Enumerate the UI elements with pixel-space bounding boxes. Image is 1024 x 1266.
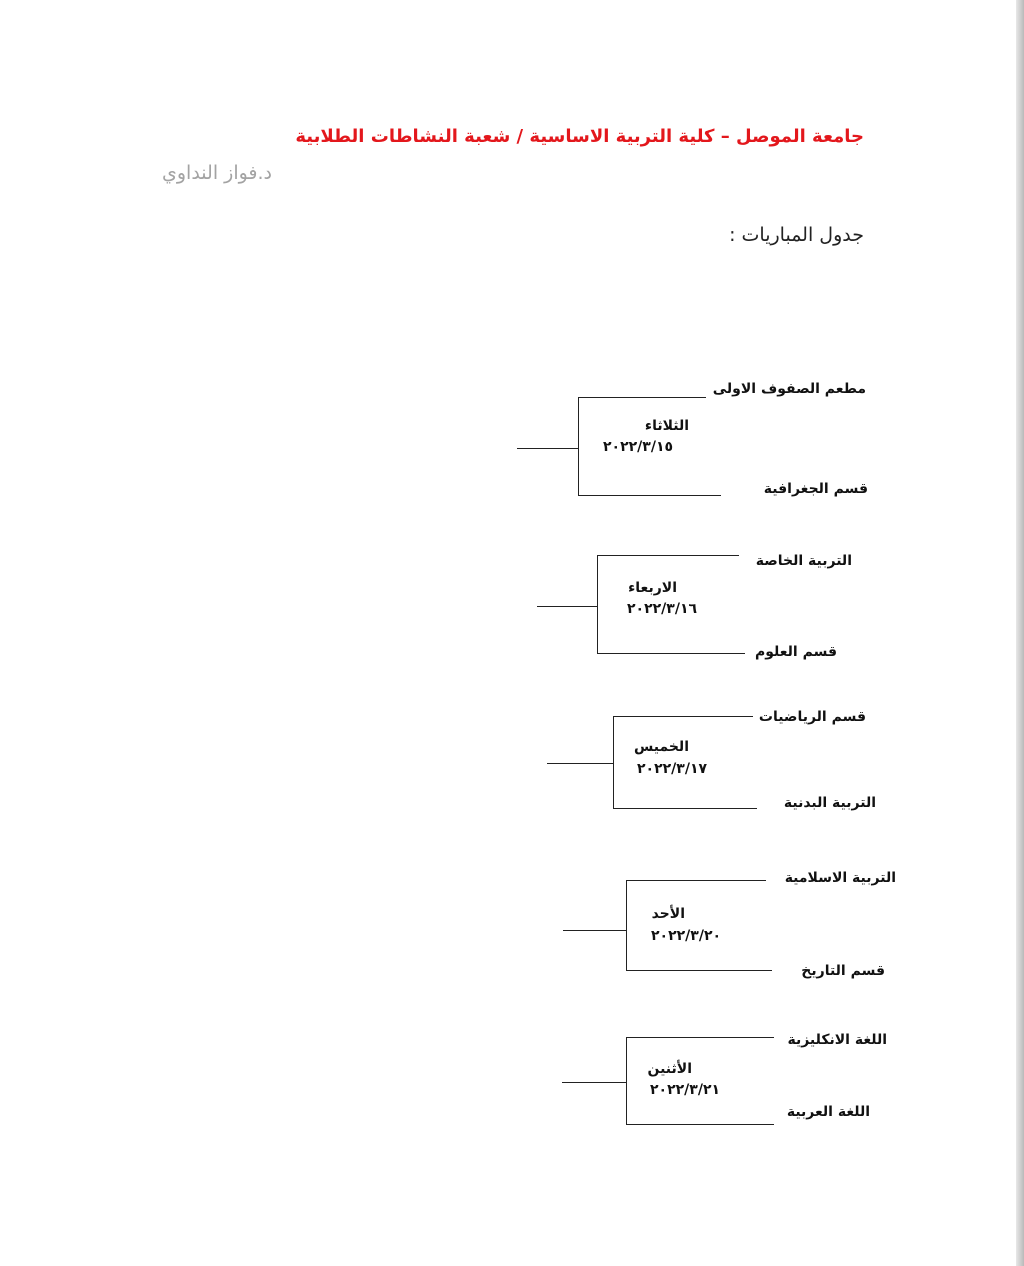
bracket-bottom-line (626, 1124, 774, 1125)
bracket-vertical-line (613, 716, 614, 808)
bracket-bottom-line (578, 495, 721, 496)
header-title: جامعة الموصل – كلية التربية الاساسية / شعبة النشاطات الطلابية (295, 126, 864, 147)
bracket-output-line (537, 606, 597, 607)
match-day: الاربعاء (628, 580, 677, 596)
team-a-label: التربية الخاصة (755, 553, 852, 569)
bracket-output-line (517, 448, 578, 449)
bracket-top-line (613, 716, 753, 717)
bracket-top-line (597, 555, 739, 556)
match-day: الثلاثاء (644, 418, 689, 434)
match-day: الأثنين (647, 1061, 692, 1077)
match-date: ٢٠٢٢/٣/١٦ (627, 601, 698, 617)
team-a-label: مطعم الصفوف الاولى (712, 381, 866, 397)
match-day: الأحد (651, 906, 685, 922)
team-b-label: قسم التاريخ (801, 963, 885, 979)
bracket-top-line (578, 397, 706, 398)
team-b-label: قسم العلوم (755, 644, 837, 660)
bracket-vertical-line (626, 1037, 627, 1125)
bracket-vertical-line (578, 397, 579, 496)
match-date: ٢٠٢٢/٣/٢١ (650, 1082, 721, 1098)
bracket-top-line (626, 1037, 774, 1038)
team-b-label: التربية البدنية (783, 795, 876, 811)
bracket-vertical-line (597, 555, 598, 654)
schedule-label: جدول المباريات : (729, 224, 864, 246)
bracket-bottom-line (613, 808, 757, 809)
bracket-bottom-line (626, 970, 772, 971)
match-date: ٢٠٢٢/٣/١٧ (637, 761, 708, 777)
match-day: الخميس (633, 739, 689, 755)
team-a-label: قسم الرياضيات (758, 709, 866, 725)
author-name: د.فواز النداوي (162, 162, 272, 184)
team-b-label: قسم الجغرافية (763, 481, 868, 497)
bracket-output-line (547, 763, 613, 764)
match-date: ٢٠٢٢/٣/١٥ (603, 439, 674, 455)
team-a-label: اللغة الانكليزية (787, 1032, 887, 1048)
bracket-vertical-line (626, 880, 627, 970)
bracket-output-line (563, 930, 626, 931)
page-edge-shadow (1016, 0, 1024, 1266)
bracket-bottom-line (597, 653, 745, 654)
team-a-label: التربية الاسلامية (784, 870, 896, 886)
bracket-top-line (626, 880, 766, 881)
bracket-output-line (562, 1082, 626, 1083)
team-b-label: اللغة العربية (786, 1104, 870, 1120)
match-date: ٢٠٢٢/٣/٢٠ (651, 928, 722, 944)
